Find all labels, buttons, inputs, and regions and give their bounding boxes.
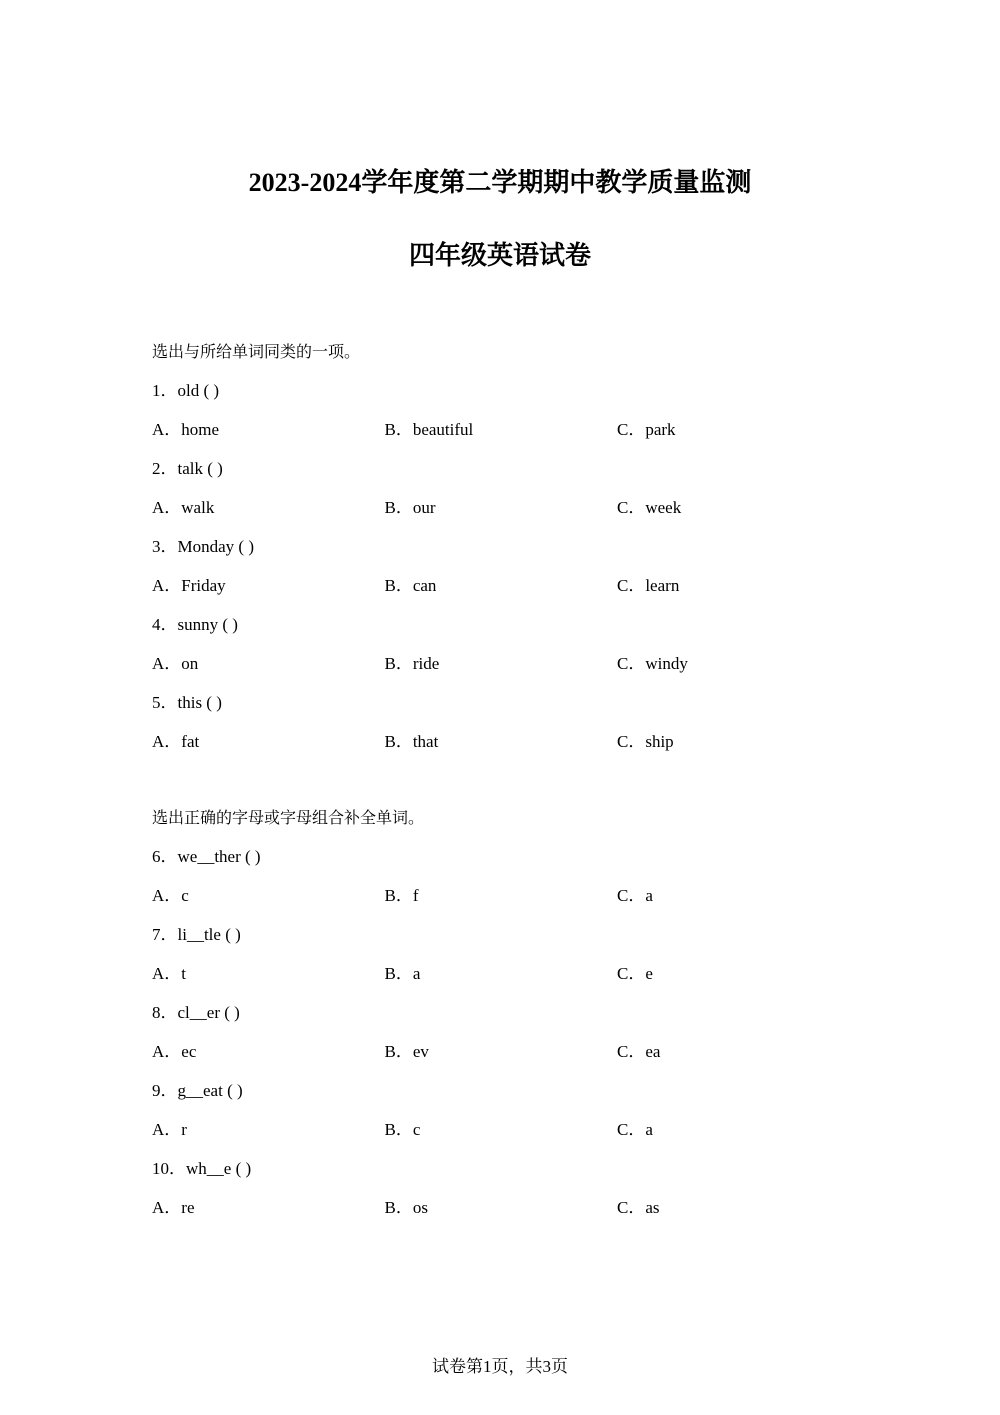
- option-c[interactable]: C．a: [617, 886, 653, 905]
- section-heading: 选出与所给单词同类的一项。: [152, 342, 361, 361]
- option-row: [152, 1038, 852, 1077]
- option-c[interactable]: C．ship: [617, 732, 674, 751]
- option-b[interactable]: B．c: [384, 1120, 421, 1139]
- exam-subtitle: 四年级英语试卷: [408, 241, 591, 270]
- option-a[interactable]: A．walk: [152, 498, 215, 517]
- option-b[interactable]: B．os: [384, 1198, 428, 1217]
- section-heading: 选出正确的字母或字母组合补全单词。: [152, 808, 425, 827]
- option-a[interactable]: A．c: [152, 886, 189, 905]
- option-a[interactable]: A．on: [152, 654, 199, 673]
- question-stem: 4．sunny ( ): [152, 615, 238, 634]
- option-b[interactable]: B．ev: [384, 1042, 429, 1061]
- option-c[interactable]: C．windy: [617, 654, 688, 673]
- question-stem: 8．cl__er ( ): [152, 1003, 240, 1022]
- option-a[interactable]: A．fat: [152, 732, 200, 751]
- section-spelling: [152, 804, 852, 1233]
- question-stem: 7．li__tle ( ): [152, 925, 241, 944]
- question-stem: 3．Monday ( ): [152, 537, 254, 556]
- question-stem: 2．talk ( ): [152, 459, 223, 478]
- option-c[interactable]: C．learn: [617, 576, 680, 595]
- option-row: [152, 882, 852, 921]
- option-c[interactable]: C．ea: [617, 1042, 661, 1061]
- option-c[interactable]: C．week: [617, 498, 682, 517]
- option-row: [152, 572, 852, 611]
- option-a[interactable]: A．Friday: [152, 576, 226, 595]
- option-a[interactable]: A．r: [152, 1120, 187, 1139]
- section-word-classification: [152, 338, 852, 767]
- page-footer: 试卷第1页，共3页: [432, 1357, 568, 1376]
- option-row: [152, 1116, 852, 1155]
- question-stem: 9．g__eat ( ): [152, 1081, 243, 1100]
- option-b[interactable]: B．that: [384, 732, 439, 751]
- option-row: [152, 960, 852, 999]
- option-a[interactable]: A．re: [152, 1198, 195, 1217]
- option-b[interactable]: B．our: [384, 498, 436, 517]
- option-b[interactable]: B．a: [384, 964, 421, 983]
- option-row: [152, 416, 852, 455]
- option-a[interactable]: A．home: [152, 420, 220, 439]
- option-c[interactable]: C．as: [617, 1198, 660, 1217]
- option-b[interactable]: B．f: [384, 886, 419, 905]
- option-row: [152, 650, 852, 689]
- option-c[interactable]: C．e: [617, 964, 653, 983]
- option-c[interactable]: C．park: [617, 420, 676, 439]
- question-stem: 10．wh__e ( ): [152, 1159, 252, 1178]
- question-stem: 1．old ( ): [152, 381, 220, 400]
- exam-content: [152, 338, 852, 1233]
- option-b[interactable]: B．beautiful: [384, 420, 474, 439]
- option-a[interactable]: A．ec: [152, 1042, 197, 1061]
- question-stem: 5．this ( ): [152, 693, 222, 712]
- option-b[interactable]: B．ride: [384, 654, 440, 673]
- option-c[interactable]: C．a: [617, 1120, 653, 1139]
- question-stem: 6．we__ther ( ): [152, 847, 261, 866]
- option-row: [152, 728, 852, 767]
- exam-title: 2023-2024学年度第二学期期中教学质量监测: [248, 168, 752, 197]
- option-row: [152, 494, 852, 533]
- option-b[interactable]: B．can: [384, 576, 437, 595]
- option-row: [152, 1194, 852, 1233]
- option-a[interactable]: A．t: [152, 964, 186, 983]
